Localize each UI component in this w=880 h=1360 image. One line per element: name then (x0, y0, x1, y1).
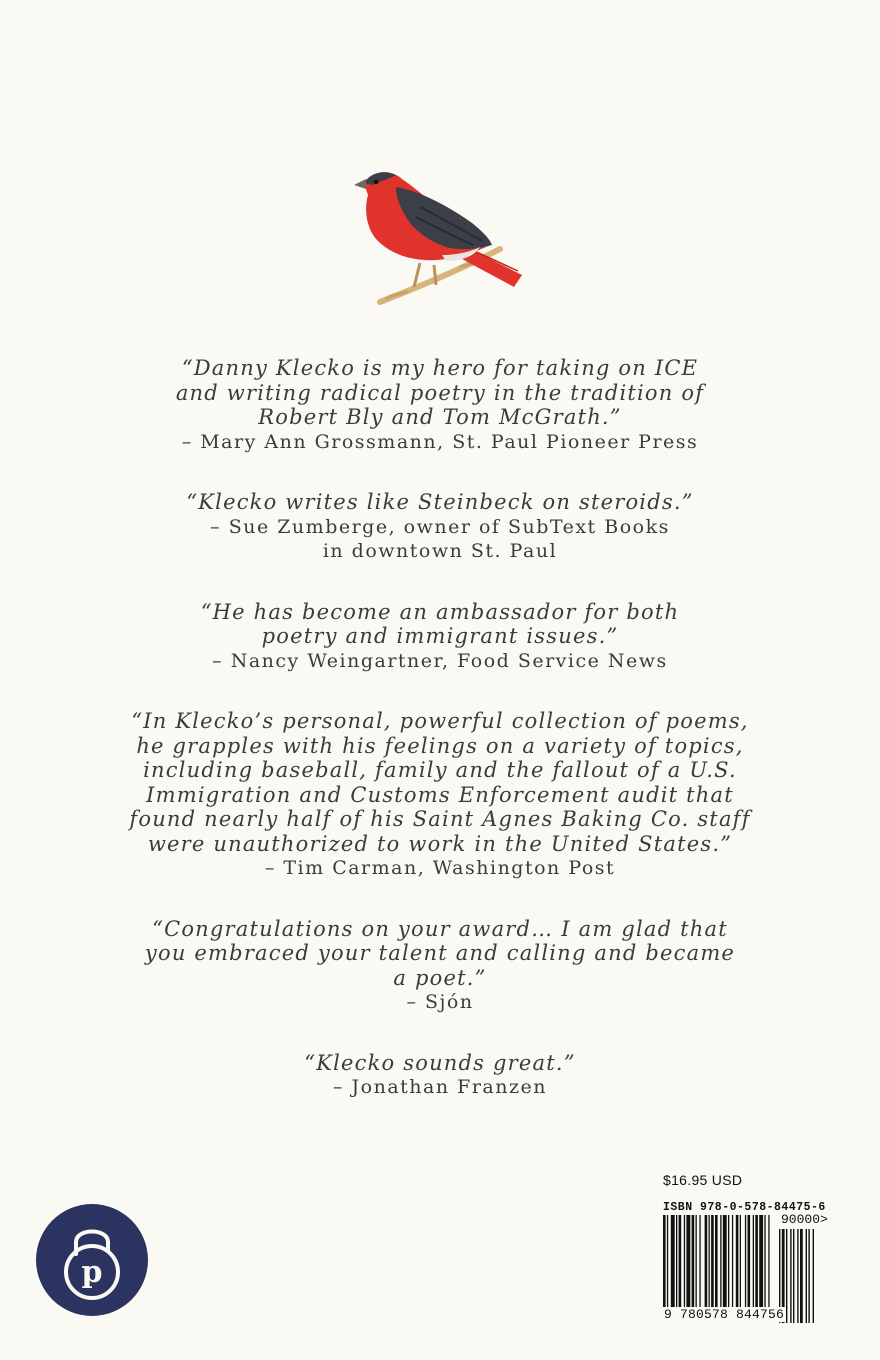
price: $16.95 USD (663, 1172, 743, 1188)
barcode-bar (671, 1215, 675, 1307)
quote-attribution: – Mary Ann Grossmann, St. Paul Pioneer Press (181, 430, 699, 453)
barcode-bar (711, 1215, 714, 1307)
logo-letter: p (81, 1255, 103, 1290)
quote-attribution: – Sjón (406, 991, 474, 1013)
barcode-addon-bar (808, 1229, 809, 1323)
barcode-bar (715, 1215, 718, 1307)
barcode-addon-bar (790, 1229, 791, 1323)
testimonial (100, 356, 780, 454)
barcode-bar (748, 1215, 751, 1307)
cardinal-bird-icon (350, 165, 530, 310)
testimonial (100, 490, 780, 564)
quote-attribution: – Jonathan Franzen (333, 1076, 547, 1098)
barcode-bar (679, 1215, 682, 1307)
barcode-bar (676, 1215, 677, 1307)
barcode-addon-bar (806, 1229, 807, 1323)
barcode-bar (720, 1215, 721, 1307)
barcode-addon-bar (813, 1229, 814, 1323)
barcode-bar (759, 1215, 763, 1307)
barcode-bar (696, 1215, 697, 1307)
padlock-p-logo (36, 1204, 148, 1316)
barcode-bar (728, 1215, 729, 1307)
testimonials (100, 356, 780, 1136)
barcode-bar (709, 1215, 710, 1307)
barcode-addon-bar (800, 1229, 803, 1323)
barcode-digits: 9 780578 844756 (664, 1307, 785, 1322)
barcode-bar (699, 1215, 700, 1307)
barcode-bar (723, 1215, 727, 1307)
barcode-addon-bar (786, 1229, 787, 1323)
quote-text: “Danny Klecko is my hero for taking on ICE and writing radical poetry in the tradition of Robert Bly and Tom McGrath.” (175, 356, 705, 429)
testimonial (100, 1051, 780, 1100)
testimonial (100, 917, 780, 1015)
barcode-bar (736, 1215, 739, 1307)
quote-text: “He has become an ambassador for both poetry and immigrant issues.” (200, 599, 680, 648)
barcode-bar (755, 1215, 758, 1307)
isbn: ISBN 978-0-578-84475-6 (663, 1201, 826, 1214)
testimonial (100, 709, 780, 881)
quote-text: “In Klecko’s personal, powerful collection of poems, he grapples with his feelings on a variety of topics, including baseball, family and the fallout of a U.S. Immigration and Customs Enforcement audit that found nearly half of his Saint Agnes Baking Co. staff were unauthorized to work in the United States.” (129, 709, 751, 856)
barcode-bar (732, 1215, 733, 1307)
quote-attribution: – Nancy Weingartner, Food Service News (212, 649, 668, 672)
publisher-logo (36, 1204, 148, 1316)
quote-attribution: in downtown St. Paul (322, 540, 558, 562)
barcode-bar (692, 1215, 695, 1307)
barcode-bar (686, 1215, 690, 1307)
quote-text: “Klecko sounds great.” (304, 1050, 576, 1075)
barcode-bar (684, 1215, 685, 1307)
barcode-bar (764, 1215, 765, 1307)
barcode-bar (740, 1215, 741, 1307)
barcode-bar (663, 1215, 666, 1307)
testimonial (100, 600, 780, 674)
barcode-addon-bar (797, 1229, 798, 1323)
quote-text: “Congratulations on your award… I am glad that you embraced your talent and calling and became a poet.” (144, 916, 736, 990)
quote-text: “Klecko writes like Steinbeck on steroids.” (186, 490, 694, 514)
barcode-addon-bar (793, 1229, 794, 1323)
barcode-bar (753, 1215, 754, 1307)
barcode-bar (768, 1215, 769, 1307)
barcode-bar (667, 1215, 668, 1307)
quote-attribution: – Tim Carman, Washington Post (264, 857, 616, 879)
barcode-addon: 90000> (781, 1212, 828, 1227)
barcode-bar (705, 1215, 708, 1307)
barcode-bar (745, 1215, 746, 1307)
quote-attribution: – Sue Zumberge, owner of SubText Books (210, 515, 670, 538)
